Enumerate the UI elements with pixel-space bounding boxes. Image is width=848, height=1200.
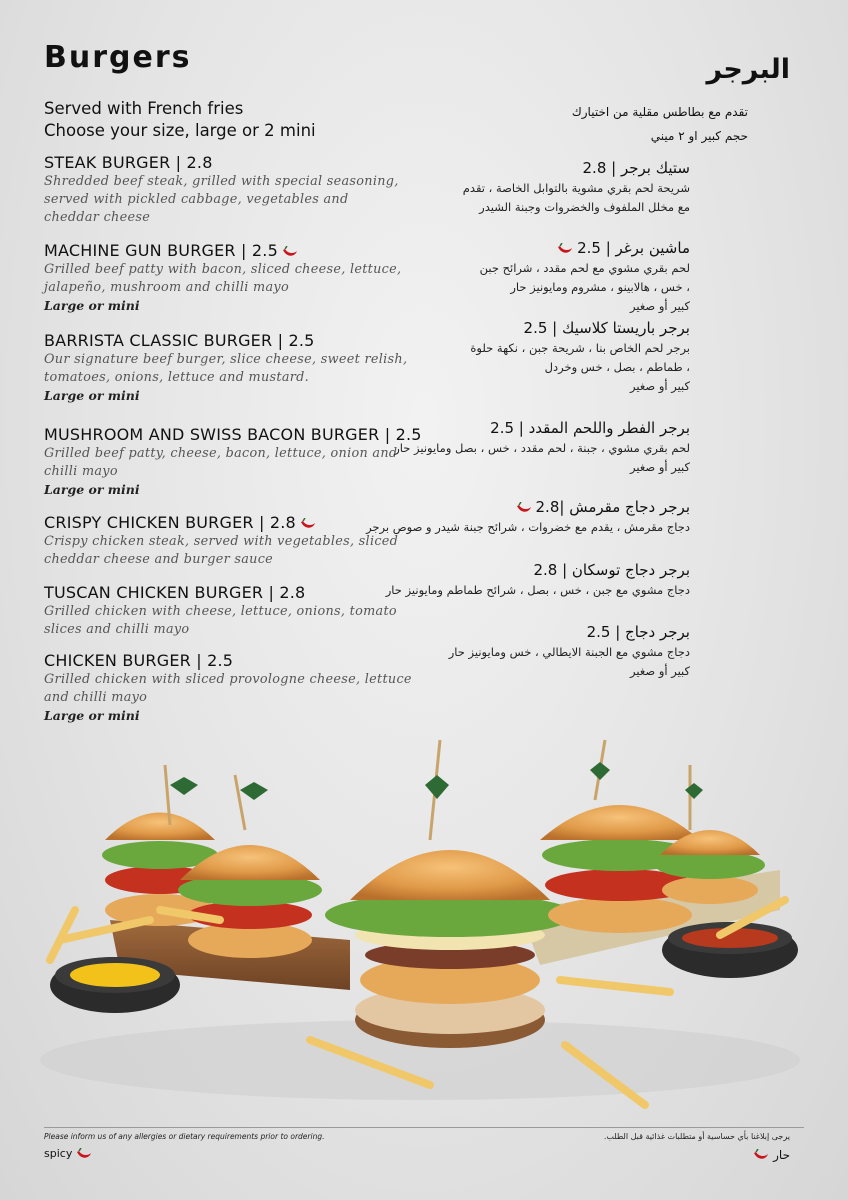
- menu-item-description: served with pickled cabbage, vegetables and: [44, 192, 349, 207]
- menu-item-name: [330, 560, 690, 581]
- chili-pepper-icon: [76, 1148, 92, 1160]
- menu-item-name-text: MUSHROOM AND SWISS BACON BURGER | 2.5: [44, 425, 422, 444]
- chili-pepper-icon: [300, 518, 316, 530]
- spicy-legend-label: حار: [773, 1148, 790, 1162]
- menu-item-name-text: برجر الفطر واللحم المقدد | 2.5: [490, 419, 690, 437]
- menu-item-description: Grilled beef patty with bacon, sliced cheese, lettuce,: [44, 262, 402, 277]
- menu-item-size: Large or mini: [44, 708, 140, 723]
- menu-item-description: Crispy chicken steak, served with vegetables, sliced: [44, 534, 399, 549]
- allergy-note-ar: يرجى إبلاغنا بأي حساسية أو متطلبات غذائية قبل الطلب.: [603, 1132, 790, 1141]
- menu-item-description: دجاج مشوي مع جبن ، خس ، بصل ، شرائح طماطم ومايونيز حار: [385, 583, 690, 597]
- chili-pepper-icon: [516, 502, 532, 514]
- menu-item-name: [330, 418, 690, 439]
- subtitle-en-line: Choose your size, large or 2 mini: [44, 121, 316, 140]
- menu-item-name-text: CHICKEN BURGER | 2.5: [44, 651, 234, 670]
- menu-item-name: [330, 318, 690, 339]
- menu-item-description: tomatoes, onions, lettuce and mustard.: [44, 370, 310, 385]
- menu-item-description: Our signature beef burger, slice cheese, sweet relish,: [44, 352, 408, 367]
- page-title-en: Burgers: [44, 40, 192, 75]
- menu-item-name-text: برجر دجاج مقرمش |2.8: [535, 498, 690, 516]
- menu-item-description: chilli mayo: [44, 464, 118, 479]
- menu-item-description: كبير أو صغير: [630, 664, 690, 678]
- subtitle-en-line: Served with French fries: [44, 99, 244, 118]
- spicy-legend-label: spicy: [44, 1147, 73, 1160]
- menu-item-description: كبير أو صغير: [630, 460, 690, 474]
- menu-item-ar: [330, 560, 690, 600]
- footer-divider: [44, 1127, 804, 1128]
- menu-item-description: برجر لحم الخاص بنا ، شريحة جبن ، نكهة حلوة: [470, 341, 690, 355]
- menu-item-name-text: ستيك برجر | 2.8: [582, 159, 690, 177]
- menu-item-name-text: BARRISTA CLASSIC BURGER | 2.5: [44, 331, 315, 350]
- menu-item-ar: [330, 622, 690, 681]
- subtitle-ar-line: حجم كبير او ٢ ميني: [650, 129, 748, 143]
- menu-item-name: [330, 158, 690, 179]
- menu-item-description: Grilled chicken with cheese, lettuce, onions, tomato: [44, 604, 397, 619]
- menu-item-name-text: برجر دجاج توسكان | 2.8: [533, 561, 690, 579]
- menu-item-ar: [330, 158, 690, 217]
- menu-item-description: jalapeño, mushroom and chilli mayo: [44, 280, 289, 295]
- menu-item-ar: [330, 318, 690, 396]
- menu-item-name-text: برجر دجاج | 2.5: [586, 623, 690, 641]
- menu-item-name-text: MACHINE GUN BURGER | 2.5: [44, 241, 278, 260]
- spicy-legend-en: [44, 1147, 92, 1160]
- menu-item-description: cheddar cheese and burger sauce: [44, 552, 274, 567]
- menu-item-description: دجاج مقرمش ، يقدم مع خضروات ، شرائح جبنة شيدر و صوص برجر: [366, 520, 690, 534]
- menu-item-size: Large or mini: [44, 298, 140, 313]
- chili-pepper-icon: [753, 1149, 769, 1161]
- menu-item-name-text: TUSCAN CHICKEN BURGER | 2.8: [44, 583, 306, 602]
- menu-item-description: Shredded beef steak, grilled with special seasoning,: [44, 174, 399, 189]
- menu-item-name-text: STEAK BURGER | 2.8: [44, 153, 213, 172]
- menu-item-description: شريحة لحم بقري مشوية بالتوابل الخاصة ، تقدم: [462, 181, 690, 195]
- chili-pepper-icon: [282, 246, 298, 258]
- chili-pepper-icon: [557, 243, 573, 255]
- menu-item-name-text: CRISPY CHICKEN BURGER | 2.8: [44, 513, 296, 532]
- menu-item-name: [330, 238, 690, 259]
- menu-item-description: cheddar cheese: [44, 210, 151, 225]
- page-title-ar: البرجر: [706, 54, 790, 85]
- burgers-photo: [20, 730, 820, 1120]
- menu-item-description: دجاج مشوي مع الجبنة الايطالي ، خس ومايونيز حار: [448, 645, 690, 659]
- menu-item-description: كبير أو صغير: [630, 299, 690, 313]
- subtitle-ar-line: تقدم مع بطاطس مقلية من اختيارك: [571, 105, 748, 119]
- subtitle-en: [44, 98, 316, 142]
- menu-item-description: Grilled beef patty, cheese, bacon, lettuce, onion and: [44, 446, 398, 461]
- menu-item-ar: [330, 497, 690, 537]
- menu-item-ar: [330, 238, 690, 316]
- menu-item-name-text: برجر باريستا كلاسيك | 2.5: [523, 319, 690, 337]
- subtitle-ar: [572, 100, 748, 148]
- menu-item-description: slices and chilli mayo: [44, 622, 190, 637]
- spicy-legend-ar: [753, 1148, 790, 1162]
- menu-item-description: مع مخلل الملفوف والخضروات وجبنة الشيدر: [479, 200, 690, 214]
- menu-item-name: [330, 622, 690, 643]
- menu-item-size: Large or mini: [44, 482, 140, 497]
- allergy-note-en: Please inform us of any allergies or dietary requirements prior to ordering.: [44, 1132, 325, 1141]
- menu-item-name-text: ماشين برغر | 2.5: [577, 239, 690, 257]
- menu-item-description: لحم بقري مشوي ، جبنة ، لحم مقدد ، خس ، بصل ومايونيز حار: [394, 441, 690, 455]
- menu-item-description: ، طماطم ، بصل ، خس وخردل: [544, 360, 690, 374]
- menu-item-description: كبير أو صغير: [630, 379, 690, 393]
- menu-item-name: [330, 497, 690, 518]
- menu-item-description: ، خس ، هالابينو ، مشروم ومايونيز حار: [510, 280, 690, 294]
- menu-item-description: لحم بقري مشوي مع لحم مقدد ، شرائح جبن: [479, 261, 690, 275]
- menu-item-size: Large or mini: [44, 388, 140, 403]
- menu-item-description: and chilli mayo: [44, 690, 148, 705]
- menu-item-ar: [330, 418, 690, 477]
- menu-item-description: Grilled chicken with sliced provolognе cheese, lettuce: [44, 672, 412, 687]
